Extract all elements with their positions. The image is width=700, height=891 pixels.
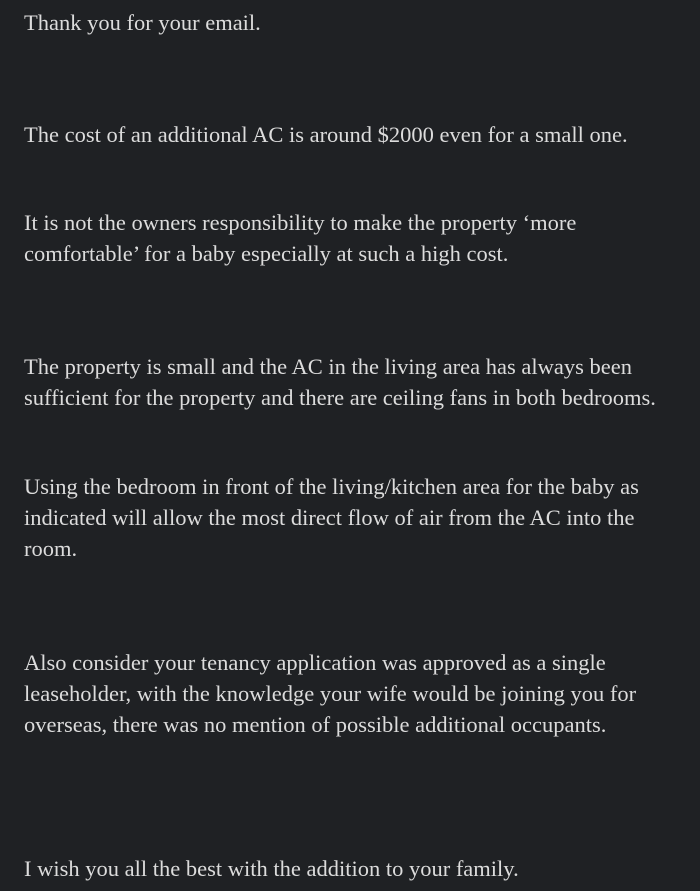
email-paragraph-tenancy-application: Also consider your tenancy application was approved as a single leaseholder, with the knowledge your wife would be joining you for overseas, there was no mention of possible additional occupants. (24, 650, 637, 737)
email-paragraph-closing: I wish you all the best with the addition to your family. (24, 856, 519, 881)
email-paragraph-greeting: Thank you for your email. (24, 10, 261, 35)
email-paragraph-property-size: The property is small and the AC in the living area has always been sufficient for the property and there are ceiling fans in both bedrooms. (24, 354, 656, 410)
email-paragraph-ac-cost: The cost of an additional AC is around $2000 even for a small one. (24, 122, 628, 147)
email-paragraph-owner-responsibility: It is not the owners responsibility to make the property ‘more comfortable’ for a baby especially at such a high cost. (24, 210, 577, 266)
email-paragraph-bedroom-suggestion: Using the bedroom in front of the living/kitchen area for the baby as indicated will allow the most direct flow of air from the AC into the room. (24, 474, 639, 561)
